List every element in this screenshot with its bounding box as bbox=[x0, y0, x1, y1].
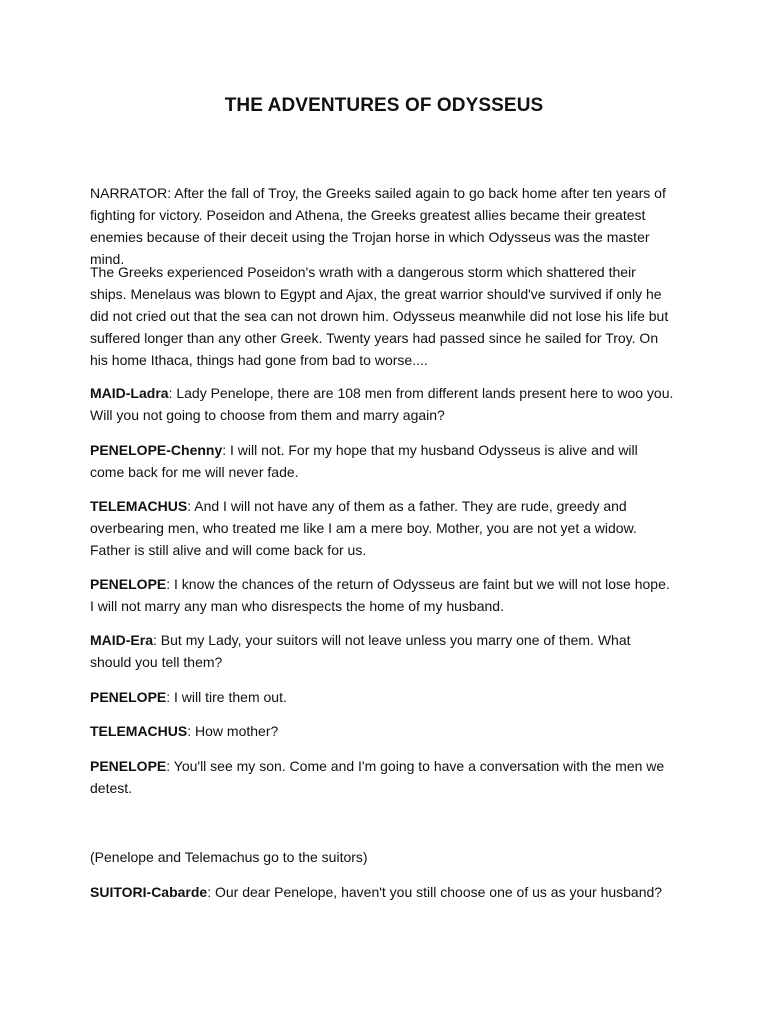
speaker-name: SUITORI-Cabarde bbox=[90, 884, 208, 900]
dialogue-line bbox=[90, 720, 675, 742]
paragraph-text: The Greeks experienced Poseidon's wrath with a dangerous storm which shattered their ships. Menelaus was blown to Egypt and Ajax, the great warrior should've survived if only he did not cried out that the sea can not drown him. Odysseus meanwhile did not lose his life but suffered longer than any other Greek. Twenty years had passed since he sailed for Troy. On his home Ithaca, things had gone from bad to worse.... bbox=[90, 264, 669, 368]
dialogue-text: : I know the chances of the return of Odysseus are faint but we will not lose hope. I will not marry any man who disrespects the home of my husband. bbox=[90, 576, 670, 614]
stage-direction bbox=[90, 846, 675, 868]
dialogue-line bbox=[90, 439, 675, 483]
dialogue-line bbox=[90, 755, 675, 799]
dialogue-text: : You'll see my son. Come and I'm going to have a conversation with the men we detest. bbox=[90, 758, 665, 796]
dialogue-text: : I will tire them out. bbox=[166, 689, 287, 705]
speaker-name: PENELOPE-Chenny bbox=[90, 442, 223, 458]
speaker-name: MAID-Era bbox=[90, 632, 154, 648]
dialogue-text: : Our dear Penelope, haven't you still choose one of us as your husband? bbox=[207, 884, 663, 900]
speaker-name: TELEMACHUS bbox=[90, 498, 188, 514]
speaker-name: PENELOPE bbox=[90, 576, 167, 592]
stage-direction-text: (Penelope and Telemachus go to the suitors) bbox=[90, 849, 368, 865]
document-title: THE ADVENTURES OF ODYSSEUS bbox=[224, 95, 544, 116]
dialogue-text: : I will not. For my hope that my husband Odysseus is alive and will come back for me will never fade. bbox=[90, 442, 638, 480]
dialogue-line bbox=[90, 881, 675, 903]
dialogue-text: : How mother? bbox=[187, 723, 279, 739]
dialogue-line bbox=[90, 629, 675, 673]
dialogue-line bbox=[90, 686, 675, 708]
narration-paragraph bbox=[90, 261, 675, 371]
dialogue-text: : Lady Penelope, there are 108 men from different lands present here to woo you. Will you not going to choose from them and marry again? bbox=[90, 385, 674, 423]
dialogue-line bbox=[90, 573, 675, 617]
narration-paragraph bbox=[90, 182, 675, 270]
dialogue-text: : But my Lady, your suitors will not leave unless you marry one of them. What should you tell them? bbox=[90, 632, 631, 670]
speaker-name: PENELOPE bbox=[90, 689, 167, 705]
speaker-name: MAID-Ladra bbox=[90, 385, 169, 401]
dialogue-line bbox=[90, 382, 675, 426]
dialogue-text: : And I will not have any of them as a father. They are rude, greedy and overbearing men, who treated me like I am a mere boy. Mother, you are not yet a widow. Father is still alive and will come back for us. bbox=[90, 498, 637, 558]
paragraph-text: NARRATOR: After the fall of Troy, the Greeks sailed again to go back home after ten years of fighting for victory. Poseidon and Athena, the Greeks greatest allies became their greatest enemies because of their deceit using the Trojan horse in which Odysseus was the master mind. bbox=[90, 185, 666, 267]
speaker-name: PENELOPE bbox=[90, 758, 167, 774]
speaker-name: TELEMACHUS bbox=[90, 723, 188, 739]
dialogue-line bbox=[90, 495, 675, 561]
